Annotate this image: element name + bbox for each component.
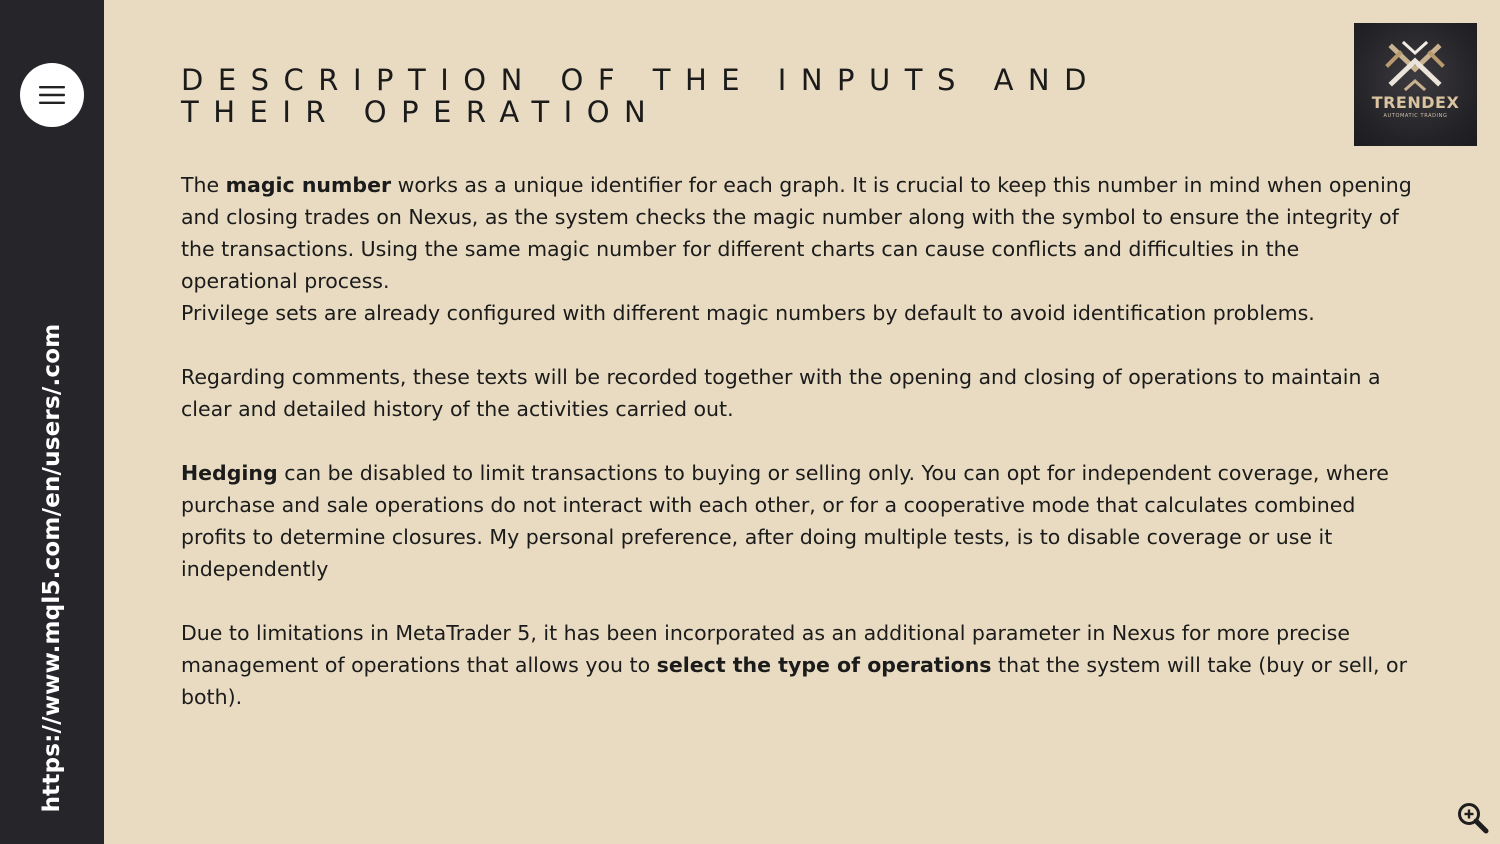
hamburger-menu-icon <box>39 85 65 105</box>
zoom-in-icon <box>1456 801 1490 835</box>
logo-name: TRENDEX <box>1371 93 1460 112</box>
slide-content <box>181 169 1421 713</box>
hedging-term: Hedging <box>181 461 278 485</box>
privilege-sets-paragraph: Privilege sets are already configured with different magic numbers by default to avoid identification problems. <box>181 301 1315 325</box>
menu-button[interactable] <box>20 63 84 127</box>
hedging-paragraph: Hedging can be disabled to limit transactions to buying or selling only. You can opt for independent coverage, where purchase and sale operations do not interact with each other, or for a cooperative mode that calculates combined profits to determine closures. My personal preference, after doing multiple tests, is to disable coverage or use it independently <box>181 461 1389 581</box>
page-title: DESCRIPTION OF THE INPUTS AND THEIR OPERATION <box>181 63 1101 129</box>
logo-tagline: AUTOMATIC TRADING <box>1383 113 1448 119</box>
operation-type-paragraph: Due to limitations in MetaTrader 5, it has been incorporated as an additional parameter in Nexus for more precise management of operations that allows you to select the type of operations that the system will take (buy or sell, or both). <box>181 621 1408 709</box>
zoom-in-button[interactable] <box>1456 801 1490 835</box>
magic-number-term: magic number <box>225 173 392 197</box>
magic-number-paragraph: The magic number works as a unique identifier for each graph. It is crucial to keep this number in mind when opening and closing trades on Nexus, as the system checks the magic number along with the symbol to ensure the integrity of the transactions. Using the same magic number for different charts can cause conflicts and difficulties in the operational process. <box>181 173 1412 293</box>
trendex-logo <box>1354 23 1477 146</box>
sidebar <box>0 0 104 844</box>
sidebar-url-link[interactable]: https://www.mql5.com/en/users/.com <box>39 323 65 813</box>
trendex-emblem-icon <box>1382 39 1448 93</box>
operation-type-term: select the type of operations <box>656 653 992 677</box>
comments-paragraph: Regarding comments, these texts will be recorded together with the opening and closing of operations to maintain a clear and detailed history of the activities carried out. <box>181 365 1381 421</box>
